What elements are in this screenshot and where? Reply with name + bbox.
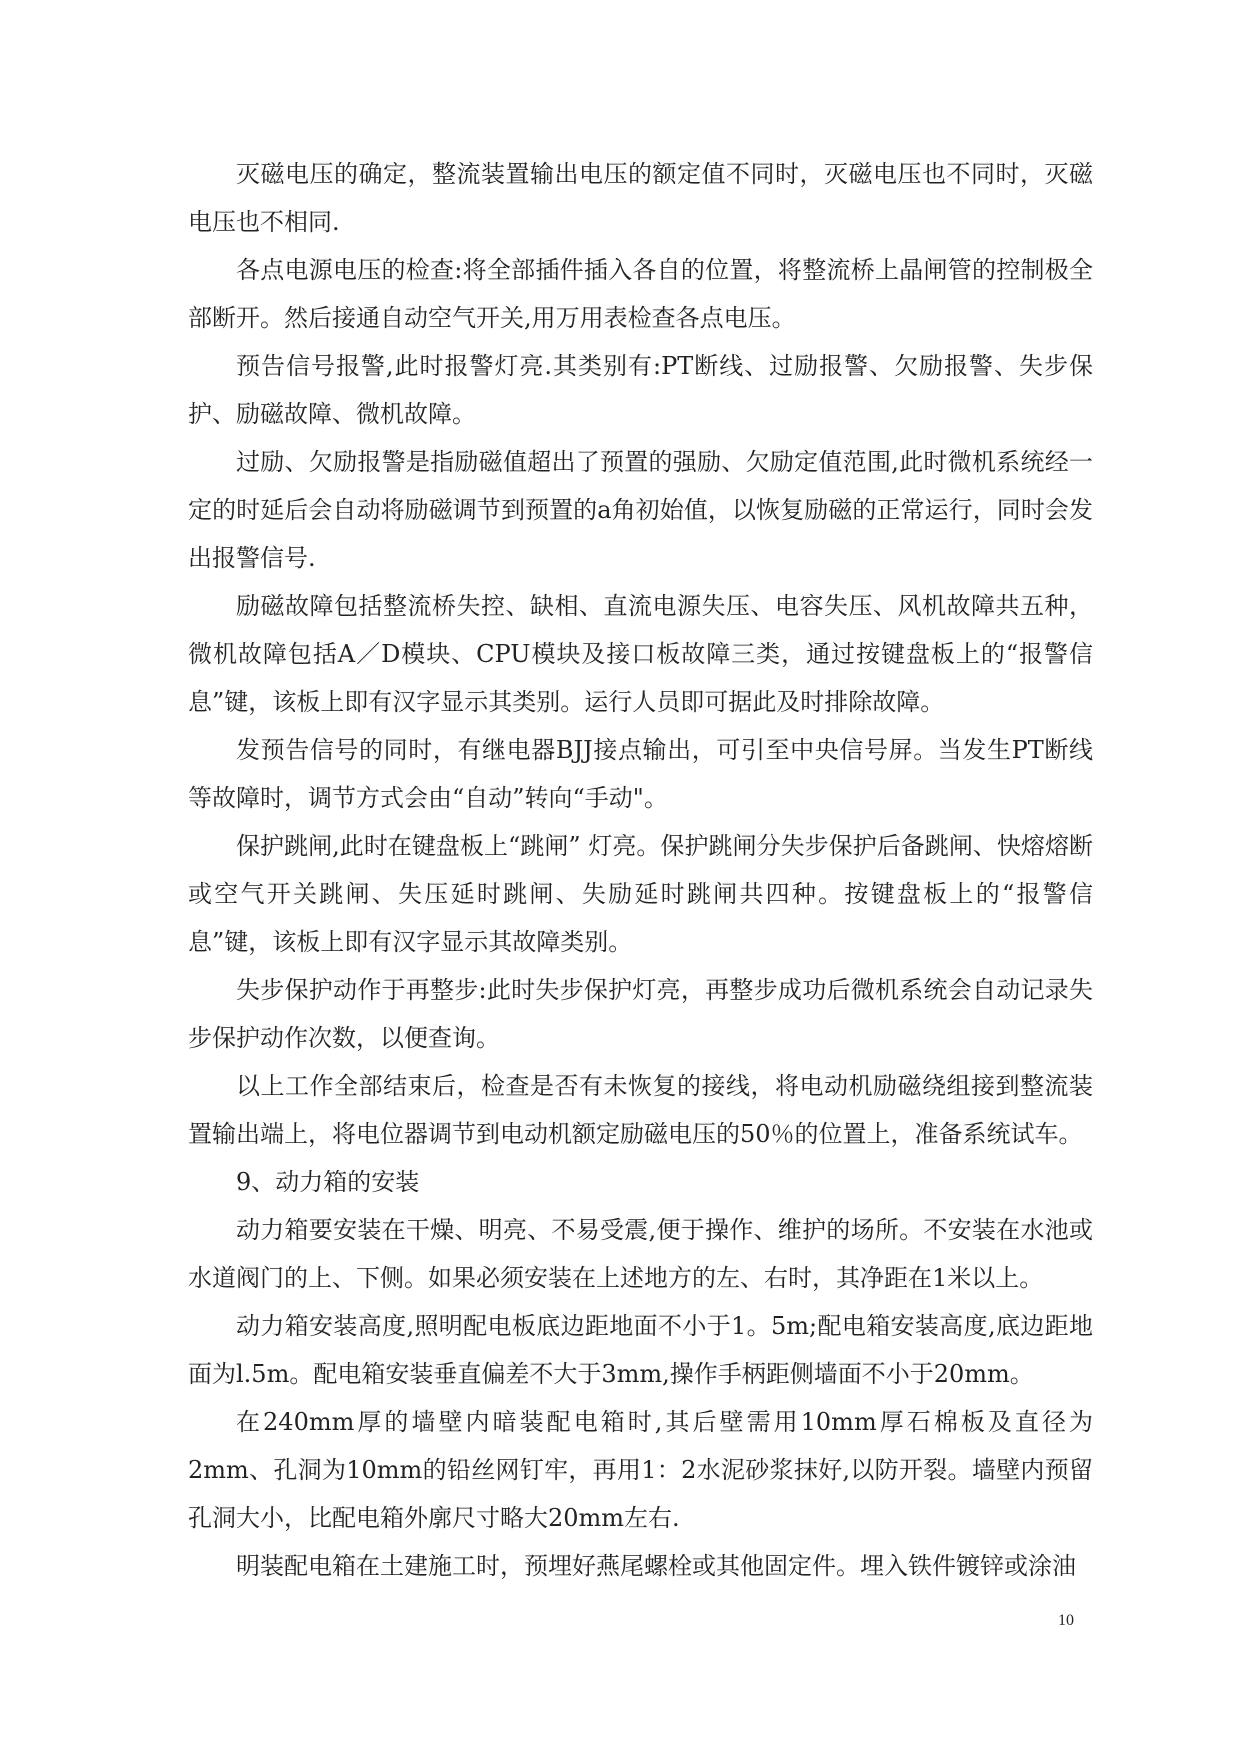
section-heading: 9、动力箱的安装 <box>236 1168 420 1196</box>
paragraph: 以上工作全部结束后，检查是否有未恢复的接线，将电动机励磁绕组接到整流装置输出端上，将电位器调节到电动机额定励磁电压的50％的位置上，准备系统试车。 <box>188 1072 1093 1148</box>
paragraph: 保护跳闸,此时在键盘板上“跳闸” 灯亮。保护跳闸分失步保护后备跳闸、快熔熔断或空气开关跳闸、失压延时跳闸、失励延时跳闸共四种。按键盘板上的“报警信息”键，该板上即有汉字显示其故障类别。 <box>188 832 1093 956</box>
paragraph: 发预告信号的同时，有继电器BJJ接点输出，可引至中央信号屏。当发生PT断线等故障时，调节方式会由“自动”转向“手动"。 <box>188 736 1093 812</box>
paragraph: 各点电源电压的检查:将全部插件插入各自的位置，将整流桥上晶闸管的控制极全部断开。然后接通自动空气开关,用万用表检查各点电压。 <box>188 256 1093 332</box>
paragraph: 预告信号报警,此时报警灯亮.其类别有:PT断线、过励报警、欠励报警、失步保护、励磁故障、微机故障。 <box>188 352 1093 428</box>
paragraph: 动力箱要安装在干燥、明亮、不易受震,便于操作、维护的场所。不安装在水池或水道阀门的上、下侧。如果必须安装在上述地方的左、右时，其净距在1米以上。 <box>188 1216 1093 1292</box>
paragraph: 灭磁电压的确定，整流装置输出电压的额定值不同时，灭磁电压也不同时，灭磁电压也不相同. <box>188 160 1093 236</box>
paragraph: 励磁故障包括整流桥失控、缺相、直流电源失压、电容失压、风机故障共五种，微机故障包括A／D模块、CPU模块及接口板故障三类，通过按键盘板上的“报警信息”键，该板上即有汉字显示其类别。运行人员即可据此及时排除故障。 <box>188 592 1093 716</box>
paragraph: 过励、欠励报警是指励磁值超出了预置的强励、欠励定值范围,此时微机系统经一定的时延后会自动将励磁调节到预置的a角初始值，以恢复励磁的正常运行，同时会发出报警信号. <box>188 448 1093 572</box>
body-text <box>188 150 1093 1590</box>
page-number: 10 <box>1058 1612 1074 1629</box>
paragraph: 失步保护动作于再整步:此时失步保护灯亮，再整步成功后微机系统会自动记录失步保护动作次数，以便查询。 <box>188 976 1093 1052</box>
paragraph: 明装配电箱在土建施工时，预埋好燕尾螺栓或其他固定件。埋入铁件镀锌或涂油 <box>236 1552 1076 1580</box>
paragraph: 动力箱安装高度,照明配电板底边距地面不小于1。5m;配电箱安装高度,底边距地面为l.5m。配电箱安装垂直偏差不大于3mm,操作手柄距侧墙面不小于20mm。 <box>188 1312 1093 1388</box>
paragraph: 在240mm厚的墙壁内暗装配电箱时,其后壁需用10mm厚石棉板及直径为2mm、孔洞为10mm的铅丝网钉牢，再用1：2水泥砂浆抹好,以防开裂。墙壁内预留孔洞大小，比配电箱外廓尺寸略大20mm左右. <box>188 1408 1093 1532</box>
